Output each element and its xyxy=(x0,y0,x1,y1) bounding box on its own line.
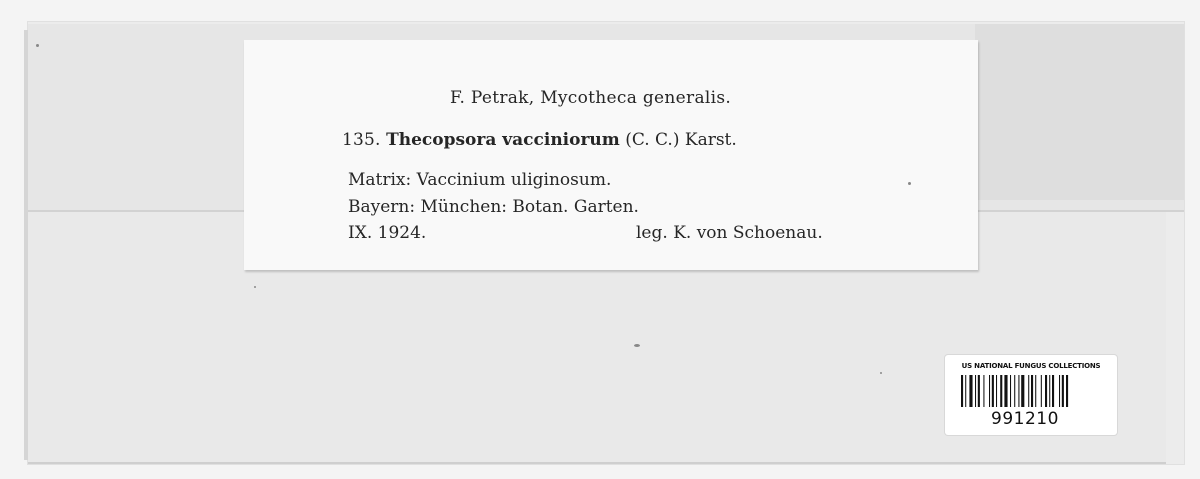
label-matrix: Matrix: Vaccinium uliginosum. xyxy=(348,170,612,190)
species-name: Thecopsora vacciniorum xyxy=(386,130,620,150)
label-date: IX. 1924. xyxy=(348,223,427,243)
barcode-bar xyxy=(1018,375,1019,407)
barcode-bar xyxy=(1041,375,1042,407)
barcode-bar xyxy=(1004,375,1007,407)
barcode-bar xyxy=(1059,375,1060,407)
dust-speck xyxy=(254,286,256,288)
barcode-bar xyxy=(1014,375,1015,407)
label-title: F. Petrak, Mycotheca generalis. xyxy=(450,88,732,108)
barcode-bar xyxy=(965,375,966,407)
barcode-bar xyxy=(1062,375,1064,407)
barcode-bar xyxy=(1021,375,1024,407)
exsiccata-number: 135. xyxy=(342,130,381,150)
packet-edge xyxy=(24,30,28,460)
barcode-header: US NATIONAL FUNGUS COLLECTIONS xyxy=(961,362,1101,370)
barcode-bar xyxy=(992,375,994,407)
dust-speck xyxy=(36,44,39,47)
dust-speck xyxy=(880,372,882,374)
dust-speck xyxy=(908,182,911,185)
barcode-bar xyxy=(1000,375,1002,407)
barcode-bar xyxy=(969,375,972,407)
barcode-bar xyxy=(1052,375,1054,407)
barcode-bar xyxy=(1031,375,1033,407)
barcode-bar xyxy=(961,375,963,407)
barcode-bars xyxy=(961,375,1101,407)
label-locality: Bayern: München: Botan. Garten. xyxy=(348,197,639,217)
label-collector: leg. K. von Schoenau. xyxy=(636,223,823,243)
barcode-bar xyxy=(1028,375,1029,407)
specimen-label xyxy=(244,40,978,270)
label-species xyxy=(342,130,737,150)
species-authority: (C. C.) Karst. xyxy=(625,130,737,150)
barcode-bar xyxy=(978,375,980,407)
barcode-bar xyxy=(1066,375,1068,407)
barcode-bar xyxy=(1010,375,1011,407)
dust-speck xyxy=(634,344,640,347)
barcode-sticker xyxy=(945,355,1117,435)
barcode-bar xyxy=(983,375,984,407)
barcode-bar xyxy=(996,375,997,407)
barcode-bar xyxy=(1045,375,1047,407)
barcode-bar xyxy=(989,375,990,407)
barcode-number: 991210 xyxy=(991,409,1059,429)
barcode-bar xyxy=(1035,375,1036,407)
barcode-bar xyxy=(1049,375,1050,407)
barcode-bar xyxy=(975,375,976,407)
packet-flap-right xyxy=(975,24,1184,200)
